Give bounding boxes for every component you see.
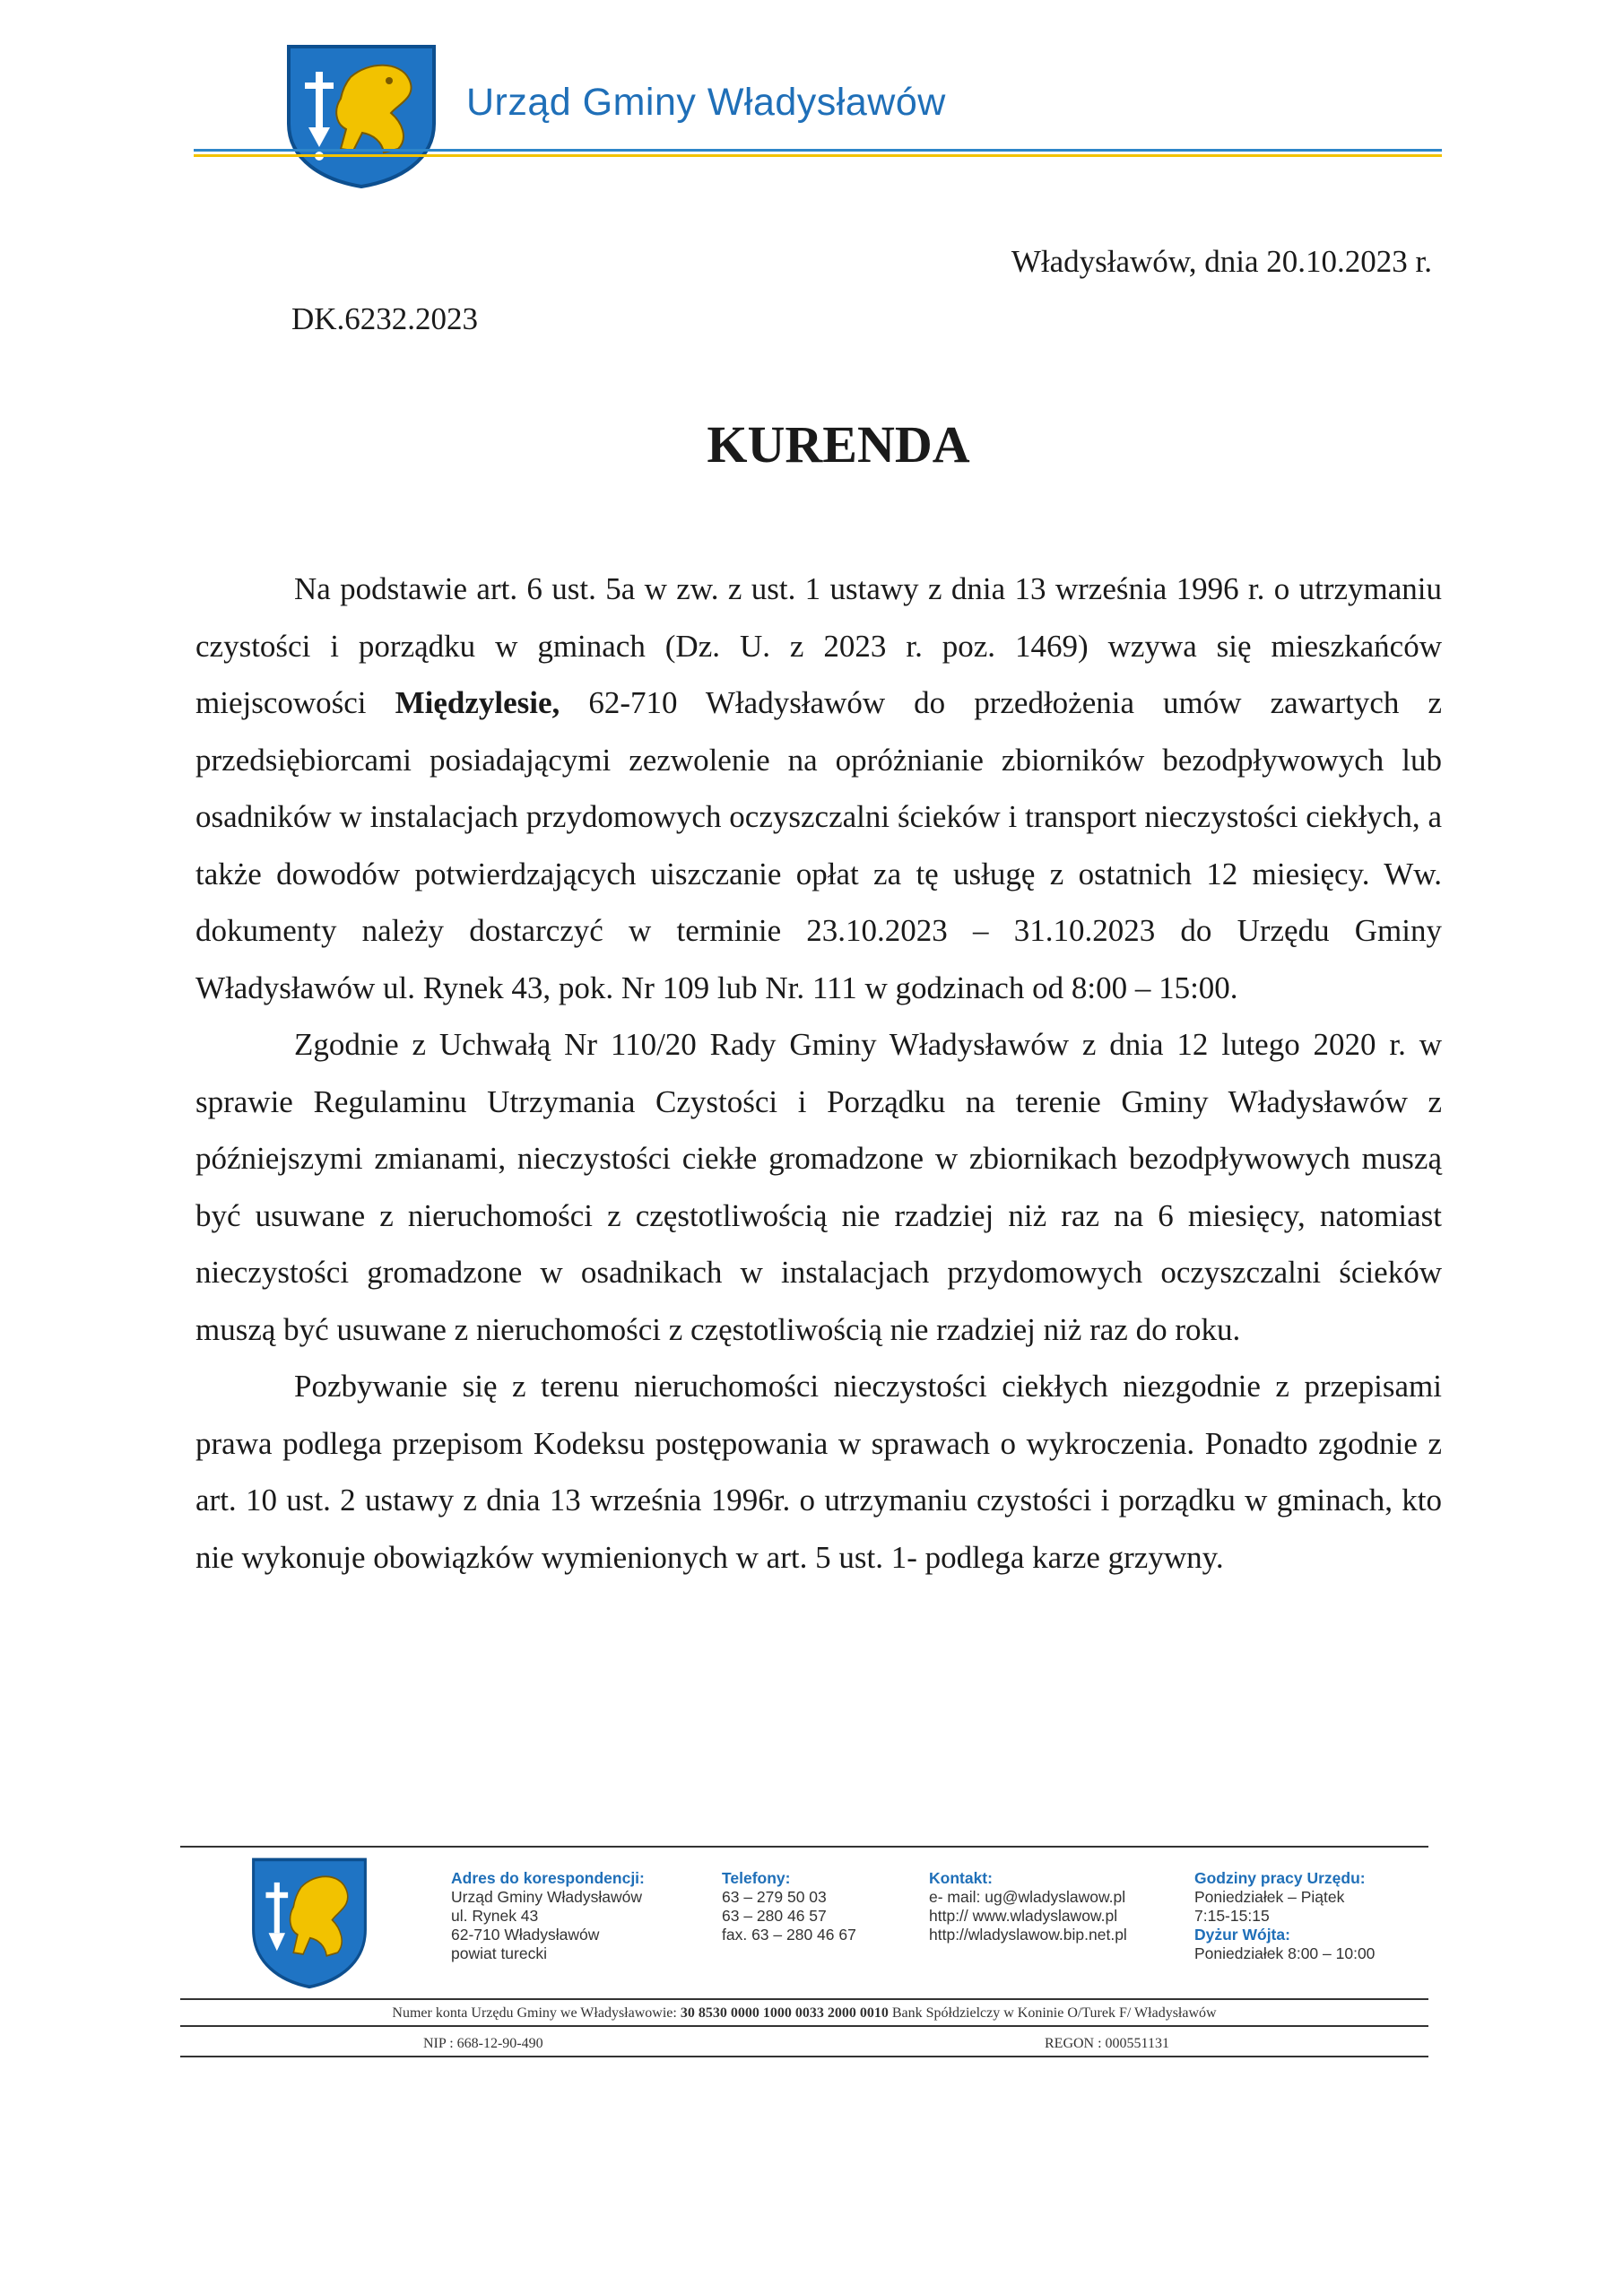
place-and-date: Władysławów, dnia 20.10.2023 r. [1011, 244, 1432, 279]
footer-phone: 63 – 279 50 03 [722, 1888, 827, 1906]
footer-duty-heading: Dyżur Wójta: [1194, 1926, 1290, 1944]
footer-hours-line: 7:15-15:15 [1194, 1907, 1270, 1925]
reference-number: DK.6232.2023 [291, 301, 479, 336]
letter-body [195, 561, 1442, 1586]
footer-address-heading: Adres do korespondencji: [451, 1869, 645, 1887]
coat-of-arms-icon [249, 1855, 369, 1989]
locality-name: Międzylesie, [395, 685, 560, 720]
footer-hours-line: Poniedziałek – Piątek [1194, 1888, 1345, 1906]
paragraph-1-end: 62-710 Władysławów do przedłożenia umów zawartych z przedsiębiorcami posiadającymi zezwolenie na opróżnianie zbiorników bezodpływowych lub osadników w instalacjach przydomowych oczyszczalni ścieków i transport nieczystości ciekłych, a także dowodów potwierdzających uiszczanie opłat za tę usługę z ostatnich 12 miesięcy. Ww. dokumenty należy dostarczyć w terminie 23.10.2023 – 31.10.2023 do Urzędu Gminy Władysławów ul. Rynek 43, pok. Nr 109 lub Nr. 111 w godzinach od 8:00 – 15:00. [195, 685, 1442, 1005]
office-name: Urząd Gminy Władysławów [466, 81, 946, 124]
footer-address-line: ul. Rynek 43 [451, 1907, 539, 1925]
footer-phones [722, 1869, 856, 1944]
footer-phone: 63 – 280 46 57 [722, 1907, 827, 1925]
header-rule-blue [194, 149, 1442, 152]
footer-fax: fax. 63 – 280 46 67 [722, 1926, 856, 1944]
document-title: KURENDA [707, 415, 970, 474]
header-rule-yellow [194, 154, 1442, 157]
coat-of-arms-icon [283, 41, 439, 189]
footer-hours-heading: Godziny pracy Urzędu: [1194, 1869, 1366, 1887]
footer-rule-middle [180, 1998, 1428, 2000]
footer-address [451, 1869, 645, 1963]
bank-number: 30 8530 0000 1000 0033 2000 0010 [680, 2005, 889, 2021]
paragraph-1-start: Na podstawie art. 6 ust. 5a w zw. z ust. 1 ustawy z dnia 13 września 1996 r. o utrzymaniu czystości i porządku w gminach (Dz. U. z 2023 r. poz. 1469) wzywa się mieszkańców miejscowości [195, 571, 1442, 720]
footer-rule-bottom [180, 2056, 1428, 2057]
footer-website-link[interactable]: http:// www.wladyslawow.pl [929, 1907, 1118, 1925]
header-crest [283, 41, 439, 189]
footer-regon: REGON : 000551131 [1045, 2036, 1169, 2051]
bank-prefix: Numer konta Urzędu Gminy we Władysławowie: [392, 2005, 681, 2021]
footer-address-line: powiat turecki [451, 1944, 547, 1962]
footer-contact [929, 1869, 1127, 1944]
footer-email[interactable]: e- mail: ug@wladyslawow.pl [929, 1888, 1126, 1906]
paragraph-3: Pozbywanie się z terenu nieruchomości nieczystości ciekłych niezgodnie z przepisami prawa podlega przepisom Kodeksu postępowania w sprawach o wykroczenia. Ponadto zgodnie z art. 10 ust. 2 ustawy z dnia 13 września 1996r. o utrzymaniu czystości i porządku w gminach, kto nie wykonuje obowiązków wymienionych w art. 5 ust. 1- podlega karze grzywny. [195, 1369, 1442, 1575]
bank-suffix: Bank Spółdzielczy w Koninie O/Turek F/ Władysławów [888, 2005, 1217, 2021]
footer-bip-link[interactable]: http://wladyslawow.bip.net.pl [929, 1926, 1127, 1944]
paragraph-1 [195, 561, 1442, 1016]
footer-hours [1194, 1869, 1375, 1963]
footer-phones-heading: Telefony: [722, 1869, 791, 1887]
footer-contact-heading: Kontakt: [929, 1869, 993, 1887]
footer-rule-lower [180, 2025, 1428, 2027]
footer-bank-account [180, 2005, 1428, 2022]
footer-rule-top [180, 1846, 1428, 1848]
footer-address-line: 62-710 Władysławów [451, 1926, 600, 1944]
paragraph-2: Zgodnie z Uchwałą Nr 110/20 Rady Gminy Władysławów z dnia 12 lutego 2020 r. w sprawie Regulaminu Utrzymania Czystości i Porządku na terenie Gminy Władysławów z późniejszymi zmianami, nieczystości ciekłe gromadzone w zbiornikach bezodpływowych muszą być usuwane z nieruchomości z częstotliwością nie rzadziej niż raz na 6 miesięcy, natomiast nieczystości gromadzone w osadnikach w instalacjach przydomowych oczyszczalni ścieków muszą być usuwane z nieruchomości z częstotliwością nie rzadziej niż raz do roku. [195, 1027, 1442, 1347]
footer-nip: NIP : 668-12-90-490 [423, 2036, 543, 2051]
footer-crest [249, 1855, 369, 1989]
footer-address-line: Urząd Gminy Władysławów [451, 1888, 642, 1906]
footer-duty-line: Poniedziałek 8:00 – 10:00 [1194, 1944, 1376, 1962]
